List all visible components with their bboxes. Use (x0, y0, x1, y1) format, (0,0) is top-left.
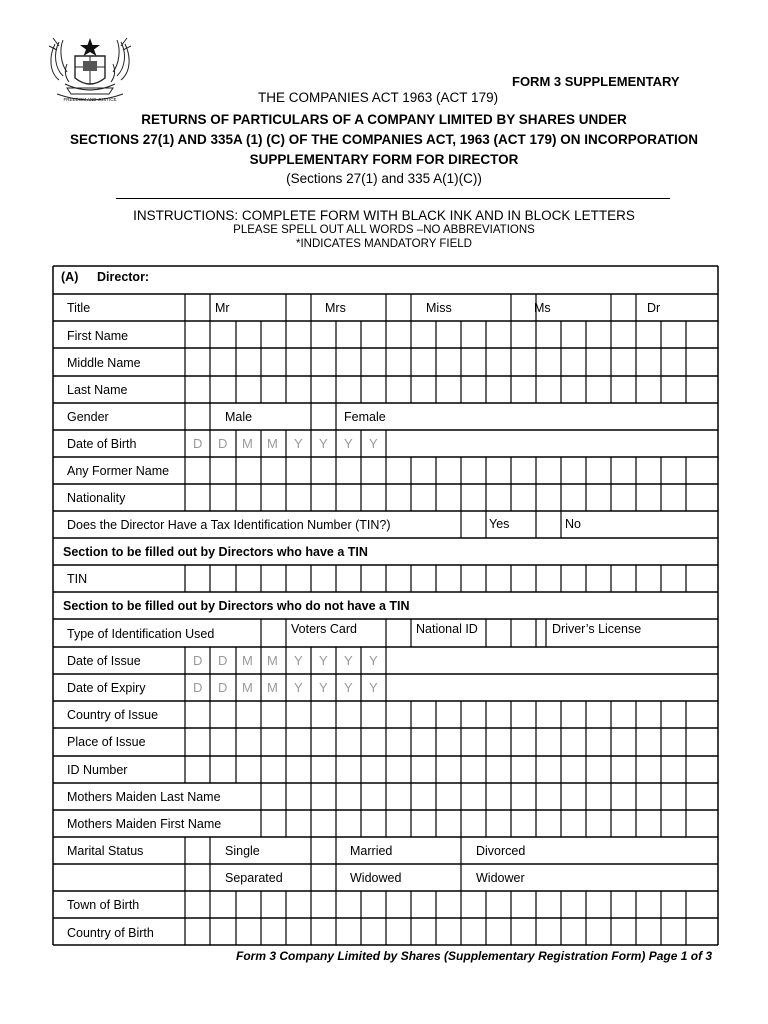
marital-status-label: Marital Status (67, 844, 144, 858)
no-tin-section-heading: Section to be filled out by Directors who do not have a TIN (63, 599, 410, 613)
title-line-2: SECTIONS 27(1) AND 335A (1) (C) OF THE COMPANIES ACT, 1963 (ACT 179) ON INCORPORATION (69, 132, 699, 147)
country-birth-label: Country of Birth (67, 926, 154, 940)
dob-digit[interactable]: Y (344, 436, 353, 451)
title-line-1: RETURNS OF PARTICULARS OF A COMPANY LIMITED BY SHARES UNDER (141, 112, 627, 127)
middle-name-label: Middle Name (67, 356, 141, 370)
instructions-abbrev: PLEASE SPELL OUT ALL WORDS –NO ABBREVIATIONS (233, 224, 535, 236)
dob-digit[interactable]: Y (294, 436, 303, 451)
tin-option-no[interactable]: No (565, 517, 581, 531)
svg-text:FREEDOM AND JUSTICE: FREEDOM AND JUSTICE (63, 97, 117, 102)
expiry-date-digit[interactable]: Y (369, 680, 378, 695)
instructions-mandatory: *INDICATES MANDATORY FIELD (296, 238, 472, 250)
issue-date-digit[interactable]: Y (294, 653, 303, 668)
section-a-label: (A) (61, 270, 79, 284)
title-option-ms[interactable]: Ms (534, 301, 551, 315)
form-number: FORM 3 SUPPLEMENTARY (512, 74, 680, 89)
town-birth-label: Town of Birth (67, 898, 140, 912)
date-expiry-label: Date of Expiry (67, 681, 146, 695)
issue-date-digit[interactable]: Y (344, 653, 353, 668)
former-name-label: Any Former Name (67, 464, 170, 478)
maiden-first-label: Mothers Maiden First Name (67, 817, 222, 831)
marital-option-single[interactable]: Single (225, 844, 260, 858)
issue-date-digit[interactable]: Y (369, 653, 378, 668)
dob-digit[interactable]: M (242, 436, 253, 451)
marital-option-separated[interactable]: Separated (225, 871, 283, 885)
dob-digit[interactable]: M (267, 436, 278, 451)
expiry-date-digit[interactable]: Y (294, 680, 303, 695)
id-number-label: ID Number (67, 763, 128, 777)
expiry-date-digit[interactable]: M (267, 680, 278, 695)
tin-question-label: Does the Director Have a Tax Identification Number (TIN?) (67, 518, 391, 532)
title-option-mr[interactable]: Mr (215, 301, 230, 315)
issue-date-digit[interactable]: D (218, 653, 228, 668)
title-label: Title (67, 301, 91, 315)
issue-date-digit[interactable]: M (267, 653, 278, 668)
title-option-mrs[interactable]: Mrs (325, 301, 346, 315)
page-footer: Form 3 Company Limited by Shares (Supplementary Registration Form) Page 1 of 3 (236, 949, 713, 963)
dob-label: Date of Birth (67, 437, 137, 451)
issue-date-digit[interactable]: Y (319, 653, 328, 668)
tin-section-heading: Section to be filled out by Directors who have a TIN (63, 545, 368, 559)
tin-label: TIN (67, 572, 88, 586)
maiden-last-label: Mothers Maiden Last Name (67, 790, 221, 804)
expiry-date-digit[interactable]: Y (344, 680, 353, 695)
id-type-label: Type of Identification Used (67, 627, 215, 641)
sections-reference: (Sections 27(1) and 335 A(1)(C)) (286, 171, 482, 186)
id-option-voters-card[interactable]: Voters Card (291, 622, 358, 636)
expiry-date-digit[interactable]: D (218, 680, 228, 695)
marital-option-widowed[interactable]: Widowed (350, 871, 402, 885)
title-option-dr[interactable]: Dr (647, 301, 661, 315)
date-issue-label: Date of Issue (67, 654, 141, 668)
dob-digit[interactable]: D (193, 436, 203, 451)
expiry-date-digit[interactable]: M (242, 680, 253, 695)
gender-option-male[interactable]: Male (225, 410, 253, 424)
issue-date-digit[interactable]: D (193, 653, 203, 668)
act-title: THE COMPANIES ACT 1963 (ACT 179) (258, 90, 499, 105)
marital-option-married[interactable]: Married (350, 844, 393, 858)
id-option-drivers-license[interactable]: Driver’s License (552, 622, 642, 636)
country-issue-label: Country of Issue (67, 708, 159, 722)
dob-digit[interactable]: D (218, 436, 228, 451)
first-name-label: First Name (67, 329, 129, 343)
instructions-main: INSTRUCTIONS: COMPLETE FORM WITH BLACK INK AND IN BLOCK LETTERS (133, 208, 635, 223)
marital-option-widower[interactable]: Widower (476, 871, 525, 885)
expiry-date-digit[interactable]: Y (319, 680, 328, 695)
nationality-label: Nationality (67, 491, 126, 505)
id-option-national-id[interactable]: National ID (416, 622, 478, 636)
tin-option-yes[interactable]: Yes (489, 517, 510, 531)
marital-option-divorced[interactable]: Divorced (476, 844, 526, 858)
expiry-date-digit[interactable]: D (193, 680, 203, 695)
dob-digit[interactable]: Y (319, 436, 328, 451)
place-issue-label: Place of Issue (67, 735, 146, 749)
gender-option-female[interactable]: Female (344, 410, 386, 424)
issue-date-digit[interactable]: M (242, 653, 253, 668)
dob-digit[interactable]: Y (369, 436, 378, 451)
director-heading: Director: (97, 270, 150, 284)
title-option-miss[interactable]: Miss (426, 301, 452, 315)
title-line-3: SUPPLEMENTARY FORM FOR DIRECTOR (249, 152, 519, 167)
last-name-label: Last Name (67, 383, 128, 397)
gender-label: Gender (67, 410, 109, 424)
